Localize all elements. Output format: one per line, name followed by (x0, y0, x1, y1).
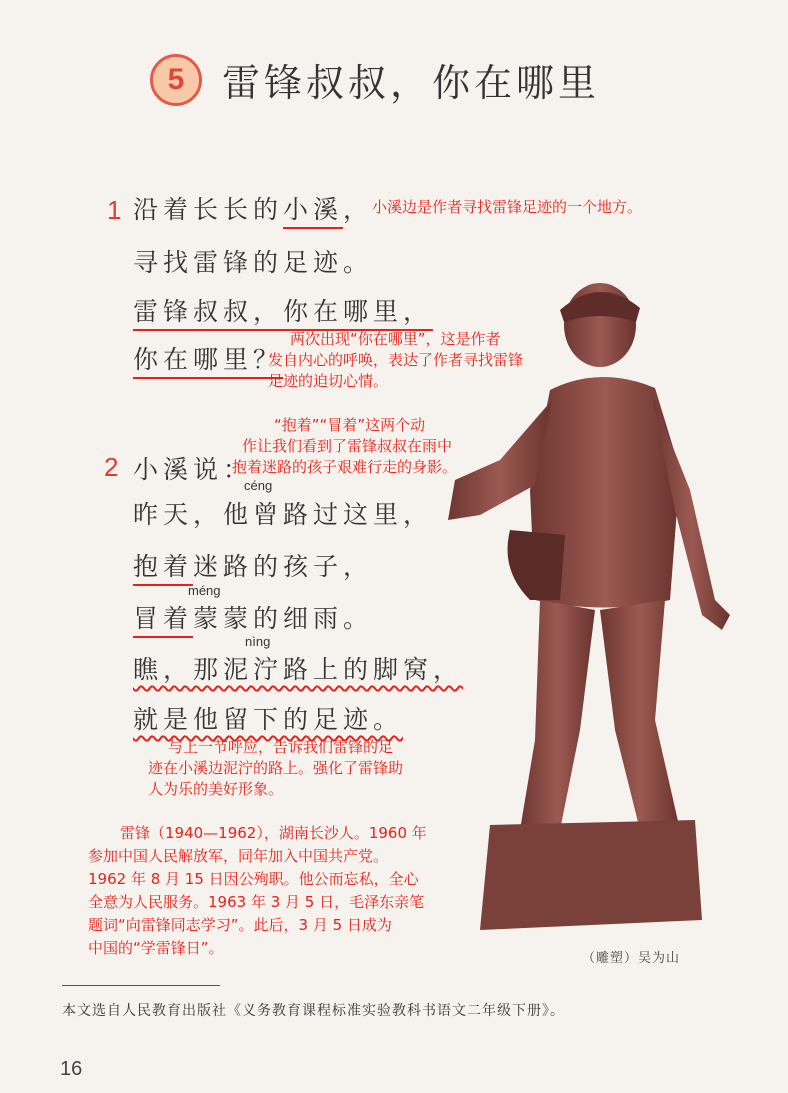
annotation-line: 抱着迷路的孩子艰难行走的身影。 (232, 458, 458, 476)
underlined-line: 你在哪里？ (133, 345, 283, 379)
poem-text: 蒙蒙的细雨。 (193, 604, 374, 633)
underlined-word-xiaoxi: 小溪 (283, 195, 343, 229)
statue-caption: （雕塑）吴为山 (582, 951, 681, 966)
poem-line-wavy (133, 650, 463, 686)
underlined-line: 雷锋叔叔，你在哪里， (133, 297, 433, 331)
annotation-echo (148, 737, 403, 800)
poem-line-underlined (133, 340, 283, 376)
underlined-verb-baozhe: 抱着 (133, 552, 193, 586)
poem-line: 昨天，他曾路过这里， (133, 500, 434, 529)
biography-line: 1962 年 8 月 15 日因公殉职。他公而忘私，全心 (88, 870, 419, 888)
annotation-line: 发自内心的呼唤，表达了作者寻找雷锋 (268, 351, 524, 369)
lesson-number-badge: 5 (150, 54, 202, 106)
annotation-line: “抱着”“冒着”这两个动 (274, 416, 426, 434)
poem-line (133, 547, 373, 583)
pinyin-ceng: céng (244, 478, 273, 493)
poem-text: ， (343, 195, 374, 224)
source-note: 本文选自人民教育出版社《义务教育课程标准实验教科书语文二年级下册》。 (62, 1003, 565, 1019)
stanza-number-2: 2 (104, 452, 119, 482)
poem-line (133, 190, 373, 226)
pinyin-meng: méng (188, 583, 221, 598)
biography-line: 中国的“学雷锋日”。 (88, 939, 224, 957)
poem-line (133, 599, 373, 635)
page-number: 16 (60, 1058, 83, 1080)
biography-line: 参加中国人民解放军，同年加入中国共产党。 (88, 847, 389, 865)
footnote-divider (62, 985, 220, 986)
underlined-verb-maozhe: 冒着 (133, 604, 193, 638)
annotation-line: 与上一节呼应，告诉我们雷锋的足 (168, 738, 394, 756)
biography-line: 全意为人民服务。1963 年 3 月 5 日，毛泽东亲笔 (88, 893, 425, 911)
annotation-line: 作让我们看到了雷锋叔叔在雨中 (242, 437, 453, 455)
annotation-xiaoxi: 小溪边是作者寻找雷锋足迹的一个地方。 (372, 198, 643, 216)
annotation-repeat (268, 329, 523, 392)
poem-line: 小溪说： (133, 455, 254, 484)
annotation-line: 人为乐的美好形象。 (148, 780, 284, 798)
annotation-line: 两次出现“你在哪里”，这是作者 (290, 330, 501, 348)
annotation-verbs (232, 415, 457, 478)
annotation-line: 迹在小溪边泥泞的路上。强化了雷锋助 (148, 759, 404, 777)
biography-note (88, 822, 427, 960)
poem-line-wavy (133, 700, 403, 736)
lesson-title: 雷锋叔叔，你在哪里 (222, 61, 601, 105)
poem-text: 沿着长长的 (133, 195, 284, 224)
annotation-line: 足迹的迫切心情。 (268, 372, 389, 390)
wavy-underlined-line: 瞧，那泥泞路上的脚窝， (133, 655, 464, 684)
wavy-underlined-line: 就是他留下的足迹。 (133, 705, 404, 734)
poem-line: 寻找雷锋的足迹。 (133, 248, 374, 277)
stanza-number-1: 1 (107, 195, 122, 225)
poem-text: 迷路的孩子， (193, 552, 374, 581)
biography-line: 雷锋（1940—1962），湖南长沙人。1960 年 (120, 824, 427, 842)
biography-line: 题词“向雷锋同志学习”。此后，3 月 5 日成为 (88, 916, 392, 934)
poem-line-underlined (133, 292, 433, 328)
pinyin-ning: nìng (245, 634, 271, 649)
